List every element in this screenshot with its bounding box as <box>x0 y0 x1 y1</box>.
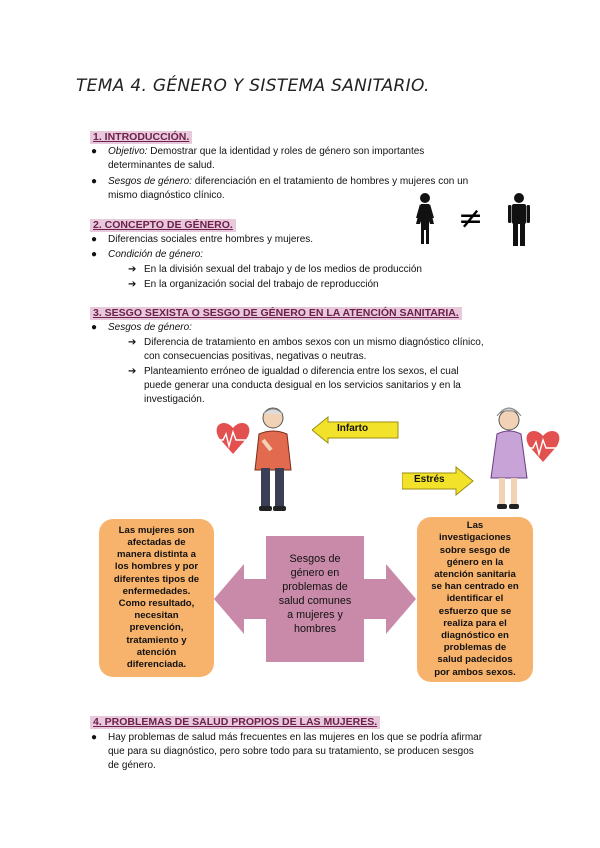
heart-icon <box>217 423 250 454</box>
page-title: TEMA 4. GÉNERO Y SISTEMA SANITARIO. <box>76 76 430 96</box>
section-heading-concepto-genero: 2. CONCEPTO DE GÉNERO. <box>90 219 236 232</box>
arrow-icon: ➔ <box>128 337 137 348</box>
bullet-icon: ● <box>91 146 98 157</box>
center-label: Sesgos de género en problemas de salud comunes a mujeres y hombres <box>278 553 352 635</box>
woman-icon <box>416 193 434 244</box>
callout-infarto: Infarto <box>337 423 369 434</box>
arrow-icon: ➔ <box>128 279 137 290</box>
woman-stress-illustration <box>485 404 565 514</box>
not-equal-icon: ≠ <box>458 201 484 236</box>
heart-icon <box>527 431 560 462</box>
list-item: ● Sesgos de género: diferenciación en el tratamiento de hombres y mujeres con un mismo diagnóstico clínico. <box>91 176 469 201</box>
bullet-icon: ● <box>91 322 98 333</box>
left-info-panel: Las mujeres son afectadas de manera distinta a los hombres y por diferentes tipos de enfermedades. Como resultado, necesitan prevención, tratamiento y atención diferenciada. <box>99 519 214 677</box>
list-item: ● Diferencias sociales entre hombres y mujeres. <box>91 234 314 245</box>
gender-inequality-illustration <box>408 192 536 248</box>
section-heading-problemas-salud: 4. PROBLEMAS DE SALUD PROPIOS DE LAS MUJERES. <box>90 716 380 729</box>
callout-estres: Estrés <box>414 474 445 485</box>
bullet-icon: ● <box>91 732 98 743</box>
list-item: ● Sesgos de género: <box>91 322 192 333</box>
arrow-icon: ➔ <box>128 366 137 377</box>
bullet-icon: ● <box>91 234 98 245</box>
sub-list-item: ➔ En la división sexual del trabajo y de los medios de producción <box>128 264 422 275</box>
sub-list-item: ➔ En la organización social del trabajo de reproducción <box>128 279 379 290</box>
section-heading-introduccion: 1. INTRODUCCIÓN. <box>90 131 192 144</box>
sub-list-item: ➔ Planteamiento erróneo de igualdad o diferencia entre los sexos, el cual puede generar una conducta desigual en los servicios sanitarios y en la investigación. <box>128 366 461 405</box>
list-item: ● Objetivo: Demostrar que la identidad y roles de género son importantes determinantes de salud. <box>91 146 425 171</box>
bullet-icon: ● <box>91 249 98 260</box>
sub-list-item: ➔ Diferencia de tratamiento en ambos sexos con un mismo diagnóstico clínico, con consecuencias positivas, negativas o neutras. <box>128 337 484 362</box>
section-heading-sesgo-sexista: 3. SESGO SEXISTA O SESGO DE GÉNERO EN LA ATENCIÓN SANITARIA. <box>90 307 462 320</box>
list-item: ● Hay problemas de salud más frecuentes en las mujeres en los que se podría afirmar que para su diagnóstico, pero sobre todo para su tratamiento, se producen sesgos de género. <box>91 732 483 771</box>
list-item: ● Condición de género: <box>91 249 204 260</box>
bullet-icon: ● <box>91 176 98 187</box>
man-icon <box>508 193 530 246</box>
man-heart-attack-illustration <box>215 404 310 514</box>
right-info-panel: Las investigaciones sobre sesgo de género en la atención sanitaria se han centrado en identificar el esfuerzo que se realiza para el diagnóstico en problemas de salud padecidos por ambos sexos. <box>417 517 533 682</box>
arrow-icon: ➔ <box>128 264 137 275</box>
